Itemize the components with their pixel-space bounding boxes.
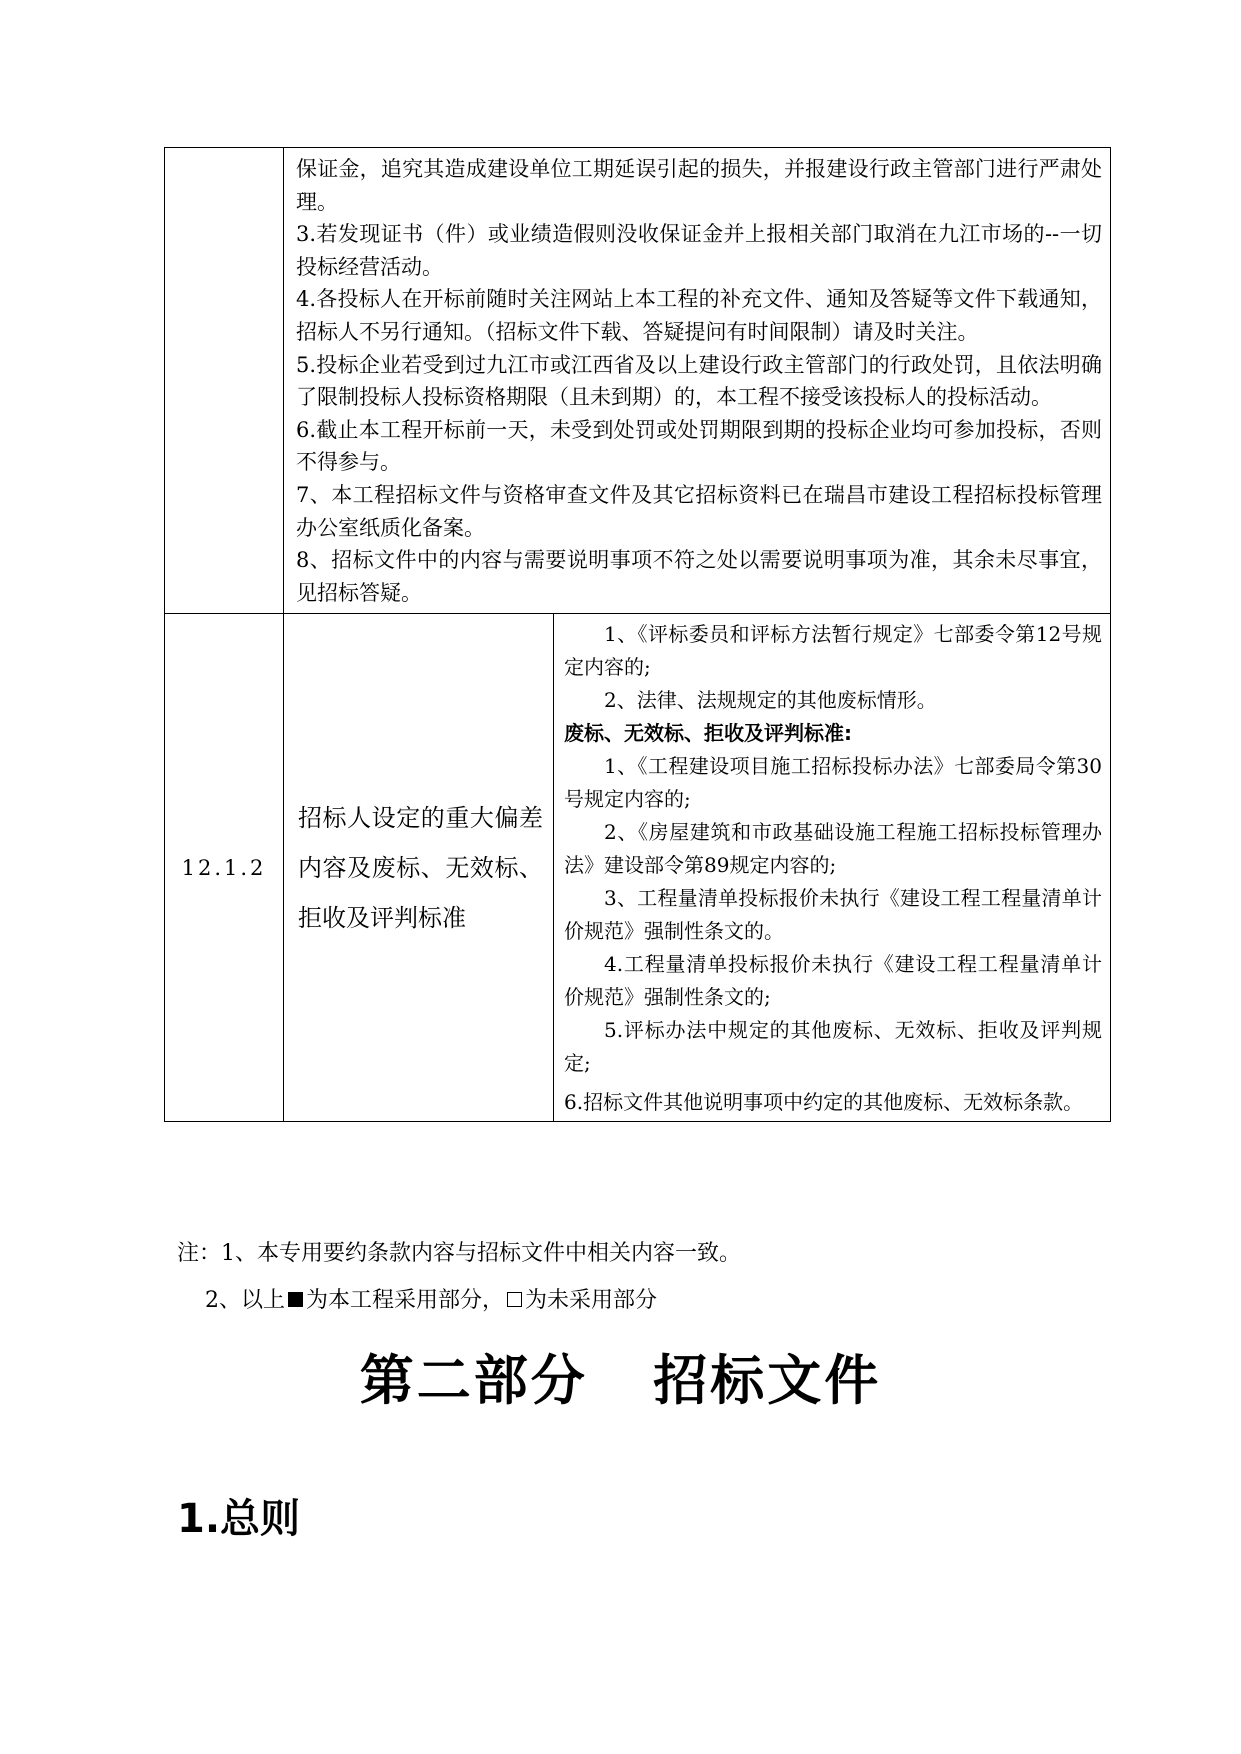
section-title: 1.总则 [177, 1496, 301, 1542]
part-title: 第二部分 招标文件 [359, 1349, 882, 1412]
clause-paragraph: 8、招标文件中的内容与需要说明事项不符之处以需要说明事项为准，其余未尽事宜，见招标答疑。 [296, 548, 1102, 605]
criteria-item: 1、《评标委员和评标方法暂行规定》七部委令第12号规定内容的; [564, 622, 1102, 680]
notes [177, 1230, 741, 1324]
note-line-1: 注：1、本专用要约条款内容与招标文件中相关内容一致。 [177, 1241, 741, 1266]
criteria-cell [554, 614, 1111, 1122]
filled-square-icon [288, 1292, 303, 1307]
clause-paragraph: 3.若发现证书（件）或业绩造假则没收保证金并上报相关部门取消在九江市场的--一切投标经营活动。 [296, 222, 1102, 279]
clause-number-cell-empty [165, 148, 284, 614]
clause-paragraph: 保证金，追究其造成建设单位工期延误引起的损失，并报建设行政主管部门进行严肃处理。 [296, 157, 1102, 214]
criteria-item: 2、《房屋建筑和市政基础设施工程施工招标投标管理办法》建设部令第89规定内容的; [564, 820, 1102, 878]
note-line-2-mid: 为本工程采用部分， [305, 1288, 504, 1313]
clause-paragraph: 4.各投标人在开标前随时关注网站上本工程的补充文件、通知及答疑等文件下载通知，招标人不另行通知。（招标文件下载、答疑提问有时间限制）请及时关注。 [296, 287, 1102, 344]
table-row-continued [165, 148, 1111, 614]
criteria-item: 5.评标办法中规定的其他废标、无效标、拒收及评判规定; [564, 1018, 1102, 1076]
criteria-item: 1、《工程建设项目施工招标投标办法》七部委局令第30号规定内容的; [564, 754, 1102, 812]
clause-paragraph: 6.截止本工程开标前一天，未受到处罚或处罚期限到期的投标企业均可参加投标，否则不得参与。 [296, 417, 1102, 475]
empty-square-icon [507, 1292, 522, 1307]
clause-paragraph: 5.投标企业若受到过九江市或江西省及以上建设行政主管部门的行政处罚，且依法明确了限制投标人投标资格期限（且未到期）的，本工程不接受该投标人的投标活动。 [296, 352, 1102, 410]
criteria-item: 2、法律、法规规定的其他废标情形。 [604, 688, 937, 713]
note-line-2 [177, 1277, 741, 1324]
criteria-heading: 废标、无效标、拒收及评判标准: [564, 721, 852, 746]
criteria-item: 6.招标文件其他说明事项中约定的其他废标、无效标条款。 [564, 1090, 1084, 1115]
criteria-item: 3、工程量清单投标报价未执行《建设工程工程量清单计价规范》强制性条文的。 [564, 886, 1102, 944]
clause-number: 12.1.2 [165, 614, 284, 1122]
table-row-12-1-2 [165, 614, 1111, 1122]
clause-name: 招标人设定的重大偏差内容及废标、无效标、拒收及评判标准 [284, 614, 554, 1122]
note-line-2-suffix: 为未采用部分 [525, 1288, 658, 1313]
clause-table [164, 147, 1111, 1122]
clause-content-cell [284, 148, 1111, 614]
note-line-2-prefix: 2、以上 [177, 1288, 285, 1313]
clause-paragraph: 7、本工程招标文件与资格审查文件及其它招标资料已在瑞昌市建设工程招标投标管理办公室纸质化备案。 [296, 482, 1102, 540]
criteria-item: 4.工程量清单投标报价未执行《建设工程工程量清单计价规范》强制性条文的; [564, 952, 1102, 1010]
